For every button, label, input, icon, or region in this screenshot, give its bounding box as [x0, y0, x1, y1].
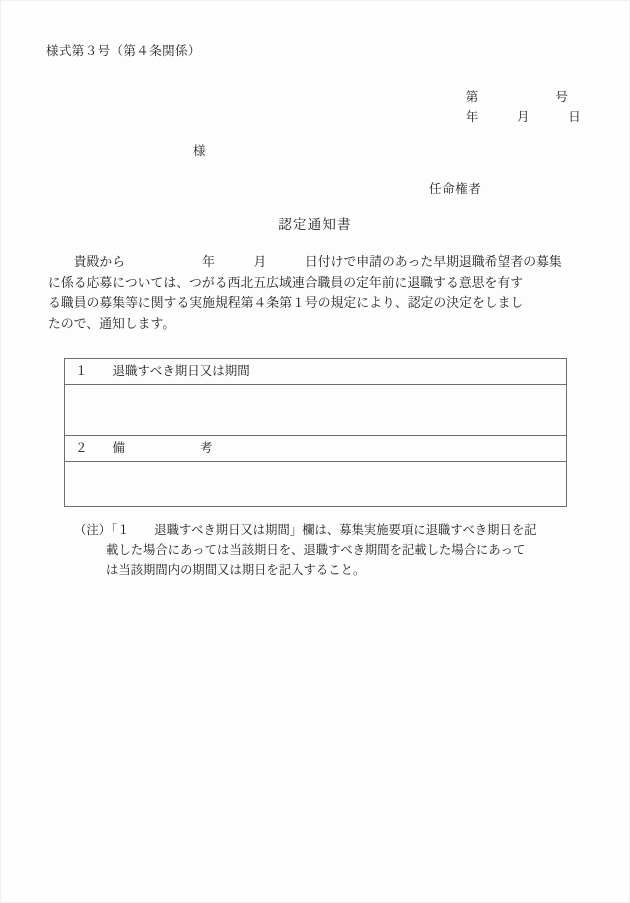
body-line: 貴殿から 年 月 日付けで申請のあった早期退職希望者の募集	[48, 255, 562, 270]
note-block	[74, 520, 594, 580]
document-title: 認定通知書	[278, 217, 352, 233]
body-line: る職員の募集等に関する実施規程第４条第１号の規定により、認定の決定をしまし	[48, 296, 524, 311]
table-cell-label-retirement-date: １ 退職すべき期日又は期間	[65, 359, 567, 385]
body-line: たので、通知します。	[48, 316, 176, 332]
body-paragraph	[48, 253, 588, 335]
retirement-details-table	[64, 358, 567, 507]
body-line: に係る応募については、つがる西北五広域連合職員の定年前に退職する意思を有す	[48, 275, 524, 291]
document-number-line: 第 号	[465, 89, 569, 104]
table-row	[65, 462, 567, 507]
table-row	[65, 359, 567, 385]
document-meta-block	[466, 87, 581, 127]
table-cell-entry-remarks[interactable]	[65, 462, 567, 507]
table-cell-entry-retirement-date[interactable]	[65, 385, 567, 436]
form-number: 様式第３号（第４条関係）	[46, 43, 201, 58]
note-line: 載した場合にあっては当該期日を、退職すべき期間を記載した場合にあって	[106, 543, 526, 557]
table-row	[65, 436, 567, 462]
note-line: は当該期間内の期間又は期日を記入すること。	[106, 563, 366, 577]
table-row	[65, 385, 567, 436]
table-cell-label-remarks: ２ 備 考	[65, 436, 567, 462]
document-date-line: 年 月 日	[465, 109, 581, 124]
note-line: （注）「１ 退職すべき期日又は期間」欄は、募集実施要項に退職すべき期日を記	[74, 523, 537, 537]
issuer-title: 任命権者	[429, 181, 482, 196]
addressee-honorific: 様	[193, 143, 206, 158]
